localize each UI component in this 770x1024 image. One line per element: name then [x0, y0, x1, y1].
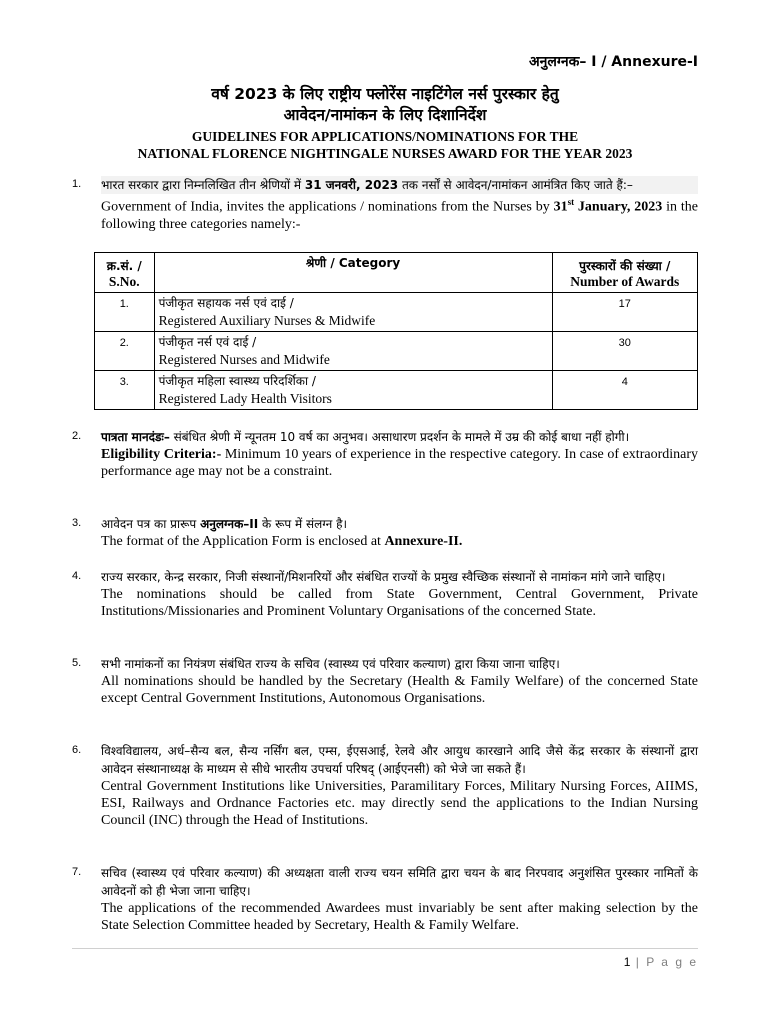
page-separator: |: [630, 955, 647, 969]
text-sup: st: [567, 197, 575, 207]
item-hindi-text: सभी नामांकनों का नियंत्रण संबंधित राज्य के सचिव (स्वास्थ्य एवं परिवार कल्याण) द्वारा किया जाना चाहिए।: [101, 657, 560, 671]
guideline-item-3: [72, 515, 698, 550]
guideline-item-1: [72, 176, 698, 233]
row-category-hi: पंजीकृत महिला स्वास्थ्य परिदर्शिका /: [158, 374, 316, 388]
text-bold: 31 जनवरी, 2023: [304, 178, 399, 192]
item-number: 4.: [72, 570, 82, 582]
header-category-text: श्रेणी / Category: [305, 256, 401, 270]
text-part: Minimum 10 years of experience in the respective category. In case of extraordinary performance age may not be a constraint.: [101, 447, 698, 479]
text-part: in the following three categories namely:-: [101, 199, 698, 232]
item-english-text: [101, 446, 698, 480]
item-english-text: All nominations should be handled by the Secretary (Health & Family Welfare) of the concerned State except Central Government Institutions, Autonomous Organisations.: [101, 674, 698, 706]
page-number: 1: [623, 955, 631, 969]
row-category: [154, 332, 552, 371]
guideline-item-6: [72, 742, 698, 829]
text-part: आवेदन पत्र का प्रारूप: [101, 517, 201, 531]
item-number: 5.: [72, 657, 82, 669]
table-header-row: [95, 253, 698, 293]
item-english-text: [101, 533, 698, 550]
item-hindi-text: [101, 515, 698, 533]
title-english-line2: NATIONAL FLORENCE NIGHTINGALE NURSES AWARD FOR THE YEAR 2023: [137, 146, 633, 161]
title-hindi-line1: वर्ष 2023 के लिए राष्ट्रीय फ्लोरेंस नाइटिंगेल नर्स पुरस्कार हेतु: [211, 85, 559, 103]
header-sno-hi: क्र.सं. /: [106, 259, 142, 273]
text-bold: Annexure-II.: [384, 534, 463, 549]
guideline-item-7: [72, 864, 698, 934]
item-number: 6.: [72, 744, 82, 756]
row-category-en: Registered Lady Health Visitors: [158, 391, 332, 406]
row-category: [154, 371, 552, 410]
text-part: संबंधित श्रेणी में न्यूनतम 10 वर्ष का अनुभव। असाधारण प्रदर्शन के मामले में उम्र की कोई बाधा नहीं होगी।: [169, 430, 630, 444]
item-number: 3.: [72, 517, 82, 529]
row-awards: 17: [552, 293, 697, 332]
footer-divider: [72, 948, 698, 949]
text-bold: January, 2023: [574, 199, 663, 215]
item-english-text: The nominations should be called from State Government, Central Government, Private Institutions/Missionaries and Prominent Voluntary Organisations of the concerned State.: [101, 587, 698, 619]
guideline-item-2: [72, 428, 698, 480]
row-category-hi: पंजीकृत नर्स एवं दाई /: [158, 335, 257, 349]
item-hindi-text: सचिव (स्वास्थ्य एवं परिवार कल्याण) की अध्यक्षता वाली राज्य चयन समिति द्वारा चयन के बाद निरपवाद अनुशंसित पुरस्कार नामितों के आवेदनों को ही भेजा जाना चाहिए।: [101, 866, 698, 898]
table-row: [95, 332, 698, 371]
item-english-text: The applications of the recommended Awardees must invariably be sent after making selection by the State Selection Committee headed by Secretary, Health & Family Welfare.: [101, 901, 698, 933]
annexure-text: अनुलग्नक– I / Annexure-I: [528, 54, 698, 70]
text-part: Government of India, invites the applications / nominations from the Nurses by: [101, 199, 554, 215]
title-english: [60, 128, 710, 162]
header-category: [154, 253, 552, 293]
row-awards: 4: [552, 371, 697, 410]
text-bold: Eligibility Criteria:-: [101, 447, 222, 462]
row-awards: 30: [552, 332, 697, 371]
title-hindi-line2: आवेदन/नामांकन के लिए दिशानिर्देश: [283, 106, 487, 124]
text-part: The format of the Application Form is enclosed at: [101, 534, 385, 549]
item-english-text: Central Government Institutions like Universities, Paramilitary Forces, Military Nursing Forces, AIIMS, ESI, Railways and Ordnance Factories etc. may directly send the applications to the Indian Nursing Council (INC) through the Head of Institutions.: [101, 779, 698, 828]
page-footer: [624, 955, 698, 969]
guideline-item-4: [72, 568, 698, 620]
item-english-text: [101, 194, 698, 233]
row-category-en: Registered Auxiliary Nurses & Midwife: [158, 313, 376, 328]
text-part: के रूप में संलग्न है।: [258, 517, 348, 531]
text-bold: पात्रता मानदंडः–: [101, 430, 170, 444]
header-sno-en: S.No.: [108, 274, 140, 289]
text-part: भारत सरकार द्वारा निम्नलिखित तीन श्रेणियों में: [101, 178, 305, 192]
row-category-en: Registered Nurses and Midwife: [158, 352, 330, 367]
table-row: [95, 293, 698, 332]
table-row: [95, 371, 698, 410]
annexure-label: [529, 52, 698, 71]
row-category: [154, 293, 552, 332]
header-awards-hi: पुरस्कारों की संख्या /: [579, 259, 671, 273]
row-sno: 2.: [95, 332, 155, 371]
title-hindi: [60, 84, 710, 126]
item-hindi-text: [101, 176, 698, 194]
guideline-item-5: [72, 655, 698, 707]
text-part: तक नर्सों से आवेदन/नामांकन आमंत्रित किए जाते हैं:–: [398, 178, 633, 192]
header-awards: [552, 253, 697, 293]
header-awards-en: Number of Awards: [570, 274, 680, 289]
item-hindi-text: [101, 428, 698, 446]
row-category-hi: पंजीकृत सहायक नर्स एवं दाई /: [158, 296, 294, 310]
title-english-line1: GUIDELINES FOR APPLICATIONS/NOMINATIONS FOR THE: [191, 129, 579, 144]
text-bold: 31: [553, 199, 568, 215]
item-hindi-text: राज्य सरकार, केन्द्र सरकार, निजी संस्थानों/मिशनरियों और संबंधित राज्यों के प्रमुख स्वैच्छिक संस्थानों से नामांकन मांगे जाने चाहिए।: [101, 570, 666, 584]
row-sno: 1.: [95, 293, 155, 332]
categories-table: [94, 252, 698, 410]
page-word: P a g e: [646, 955, 698, 969]
item-number: 2.: [72, 430, 82, 442]
text-bold: अनुलग्नक–II: [200, 517, 259, 531]
item-number: 1.: [72, 178, 82, 190]
item-hindi-text: विश्वविद्यालय, अर्ध–सैन्य बल, सैन्य नर्सिंग बल, एम्स, ईएसआई, रेलवे और आयुध कारखाने आदि जैसे केंद्र सरकार के संस्थानों द्वारा आवेदन संस्थानाध्यक्ष के माध्यम से सीधे भारतीय उपचर्या परिषद् (आईएनसी) को भेजे जा सकते हैं।: [101, 744, 698, 776]
row-sno: 3.: [95, 371, 155, 410]
header-sno: [95, 253, 155, 293]
item-number: 7.: [72, 866, 82, 878]
